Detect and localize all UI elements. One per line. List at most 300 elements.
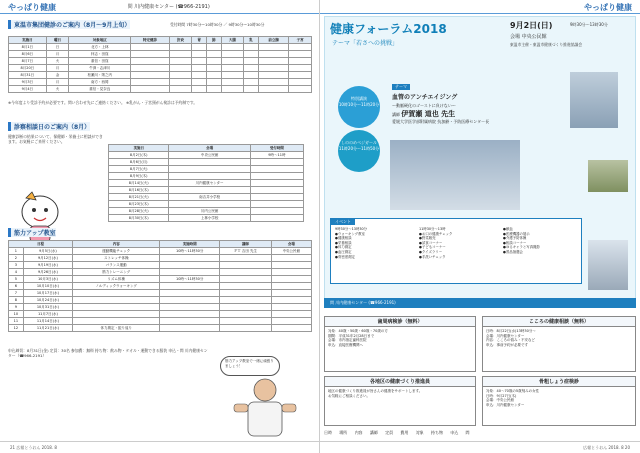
info-box-osteoporosis (482, 376, 636, 426)
table-cell: ストレッチ体操 (73, 255, 160, 262)
table-cell: 拝志・田窪 (69, 51, 131, 58)
table-cell (250, 159, 303, 166)
table-row (9, 318, 312, 325)
info-box-mental-health (482, 316, 636, 372)
table-cell (131, 51, 169, 58)
table-cell: 月 (46, 51, 69, 58)
vegetable-photo (588, 160, 628, 192)
table-cell (221, 86, 244, 93)
box-body: 対象：40〜70歳の5歳刻みの女性 日時：9月27日(木) 会場：中央公民館 申込：川内健康センター (486, 389, 540, 407)
table-cell (271, 311, 311, 318)
table-row (109, 201, 304, 208)
table-cell (220, 325, 272, 332)
table-cell (271, 290, 311, 297)
col-header: 大腸 (221, 37, 244, 44)
legend-item: 定員 (385, 430, 394, 435)
table-cell: 牛渕・志津川 (69, 65, 131, 72)
table-cell (192, 44, 207, 51)
table-cell: 8月7日 (9, 58, 47, 65)
forum-venue: 会場 中央公民館 (510, 34, 547, 40)
table-cell (169, 86, 192, 93)
table-cell: 9月4日 (9, 86, 47, 93)
lecture-info (392, 84, 542, 125)
table-cell: 8 (9, 297, 24, 304)
table-cell (160, 325, 220, 332)
col-header: 乳 (244, 37, 259, 44)
lecturer-label: 講師 (392, 112, 400, 117)
event-list-1: 9時30分〜13時30分 ●ウォーキング教室 ●健康相談 ●栄養相談 ●体力測定 ●血圧測定 ●骨密度測定 (335, 227, 368, 259)
forum-time: 9時30分〜13時30分 (570, 22, 608, 27)
table-cell (192, 51, 207, 58)
table-cell: 8月16日(木) (109, 187, 169, 194)
table-cell: ＰＴ 吉田 先生 (220, 248, 272, 255)
table-row (109, 194, 304, 201)
table-cell (220, 290, 272, 297)
table-cell: バランス運動 (73, 262, 160, 269)
table-cell: 8月7日(火) (109, 166, 169, 173)
table-cell: 4 (9, 269, 24, 276)
table-row (9, 269, 312, 276)
col-header: 内容 (73, 241, 160, 248)
table-cell (250, 201, 303, 208)
table-row (9, 58, 312, 65)
table-cell (258, 51, 288, 58)
table-cell (220, 297, 272, 304)
table-cell: 8月1日 (9, 44, 47, 51)
table-cell: 9月5日(水) (23, 248, 72, 255)
table-cell: 松瀬川・則之内 (69, 72, 131, 79)
event-list-3: ●献血 ●医療機器の展示 ●介護予防体操 ●相談コーナー ●ゆるキャラと写真撮影 ●景品抽選会 (503, 227, 540, 254)
table-cell (258, 65, 288, 72)
table-row (9, 283, 312, 290)
table-cell (160, 297, 220, 304)
col-header: 胃 (192, 37, 207, 44)
brand-title-right: やっぱり健康 (584, 3, 632, 12)
col-header: 対象地区 (69, 37, 131, 44)
table-row (9, 255, 312, 262)
table-cell (220, 276, 272, 283)
table-row (109, 208, 304, 215)
table-cell: 9月26日(水) (23, 269, 72, 276)
table-row (9, 276, 312, 283)
table-cell (244, 86, 259, 93)
trainer-photo (230, 372, 300, 442)
table-cell (192, 65, 207, 72)
checkup-notes: ※今年度より受診予約が必要です。問い合わせ先にご連絡ください。 ※乳がん・子宮頸がん検診は予約制です。 (8, 100, 198, 105)
table-cell (221, 58, 244, 65)
col-header: 実施日 (109, 145, 169, 152)
table-cell (258, 44, 288, 51)
table-cell: 10月3日(水) (23, 276, 72, 283)
legend-item: 対象 (415, 430, 424, 435)
legend-item: 場所 (339, 430, 348, 435)
table-cell (192, 86, 207, 93)
table-cell (169, 159, 250, 166)
table-cell: 10月24日(水) (23, 297, 72, 304)
col-header: 曜日 (46, 37, 69, 44)
table-cell: 11月14日(水) (23, 318, 72, 325)
legend-item: 日時 (324, 430, 332, 435)
table-cell: 金 (46, 72, 69, 79)
table-cell (271, 297, 311, 304)
table-cell (250, 194, 303, 201)
table-cell (221, 65, 244, 72)
col-header: 前立腺 (258, 37, 288, 44)
col-header: 子宮 (289, 37, 312, 44)
table-row (9, 72, 312, 79)
event-heading: イベント (331, 219, 355, 225)
right-footer (320, 441, 640, 453)
legend-item: 内容 (354, 430, 363, 435)
table-row (109, 187, 304, 194)
table-cell (244, 58, 259, 65)
table-cell (258, 79, 288, 86)
table-cell: 10月31日(水) (23, 304, 72, 311)
table-cell (250, 166, 303, 173)
table-cell: 重信・見奈良 (69, 86, 131, 93)
table-cell (271, 283, 311, 290)
table-cell (271, 255, 311, 262)
table-cell: 8月23日(木) (109, 201, 169, 208)
table-row (109, 152, 304, 159)
table-cell (160, 269, 220, 276)
table-row (109, 173, 304, 180)
col-header: 講師 (220, 241, 272, 248)
table-row (9, 304, 312, 311)
table-cell (289, 86, 312, 93)
legend-item: 問 (465, 430, 470, 435)
table-row (9, 44, 312, 51)
checkup-hours: 受付時間 7時30分〜10時30分 ／ 9時30分〜10時30分 (170, 22, 265, 27)
table-cell: 9月3日 (9, 79, 47, 86)
table-cell: 10 (9, 311, 24, 318)
table-cell: リズム体操 (73, 276, 160, 283)
table-cell (169, 44, 192, 51)
table-row (109, 180, 304, 187)
left-header (0, 0, 319, 14)
col-header: 受付時間 (250, 145, 303, 152)
box-body: 地区の健康づくり推進員が皆さんの健康をサポートします。 お気軽にご相談ください。 (328, 389, 423, 398)
muscle-class-table (8, 240, 312, 332)
col-header: 肝炎 (169, 37, 192, 44)
table-cell (169, 173, 250, 180)
table-cell: 8月21日(火) (109, 194, 169, 201)
special-lecture-time: 10時10分〜11時20分 (338, 102, 380, 107)
staff-photo (588, 240, 628, 290)
col-header: 肺 (206, 37, 221, 44)
table-cell (169, 201, 250, 208)
table-cell: 10時〜11時30分 (160, 276, 220, 283)
page-number-left: 21 広報とうおん 2018. 8 (10, 445, 57, 450)
table-row (9, 297, 312, 304)
special-lecture-label: 特別講演 (351, 96, 367, 101)
table-header-row (109, 145, 304, 152)
header-contact: 問 川内健康センター (☎966-2191) (127, 4, 210, 10)
table-cell (271, 262, 311, 269)
table-cell: 重信・田窪 (69, 58, 131, 65)
table-cell (250, 208, 303, 215)
table-cell (169, 51, 192, 58)
table-cell (160, 290, 220, 297)
table-cell (250, 187, 303, 194)
table-row (9, 248, 312, 255)
brand-title-left: やっぱり健康 (8, 3, 56, 12)
lecturer-affiliation: 愛媛大学医学部附属病院 抗加齢・予防医療センター長 (392, 119, 490, 124)
table-cell: 体力測定・振り返り (73, 325, 160, 332)
table-cell: 南方・西岡 (69, 79, 131, 86)
table-cell: 日 (46, 44, 69, 51)
table-cell (131, 72, 169, 79)
table-cell (271, 269, 311, 276)
table-cell: 2 (9, 255, 24, 262)
table-cell: 10時〜11時30分 (160, 248, 220, 255)
table-cell (192, 72, 207, 79)
table-cell: 10月10日(水) (23, 283, 72, 290)
col-header: 実施時間 (160, 241, 220, 248)
table-cell (244, 51, 259, 58)
table-cell: 5 (9, 276, 24, 283)
forum-organizer: 東温市主催・東温市健康づくり推進協議会 (510, 42, 583, 47)
legend-item: 費用 (400, 430, 409, 435)
table-cell: 11月7日(水) (23, 311, 72, 318)
muscle-class-notes: 申込締切：8月31日(金) 定員：30名 参加費：無料 持ち物：飲み物・タオル・運動できる服装 申込・問 川内健康センター（☎966-2191） (8, 348, 208, 358)
section-title-consultation: 診察相談日のご案内（8月） (8, 122, 90, 131)
col-header: 実施日 (9, 37, 47, 44)
table-cell: 8月14日(火) (109, 180, 169, 187)
table-cell (220, 318, 272, 325)
table-header-row (9, 241, 312, 248)
table-cell: 9時〜11時 (250, 152, 303, 159)
col-header: 日程 (9, 241, 73, 248)
table-cell (244, 72, 259, 79)
guest-label: しののめベジガール (341, 140, 377, 145)
box-title: こころの健康相談（無料） (483, 317, 635, 327)
table-cell (289, 79, 312, 86)
speech-bubble: 筋力アップ教室で一緒に頑張りましょう！ (220, 356, 280, 376)
table-cell (250, 215, 303, 222)
legend-item: 講師 (369, 430, 378, 435)
table-cell (258, 72, 288, 79)
table-row (9, 325, 312, 332)
right-header (320, 0, 640, 14)
table-cell: 火 (46, 86, 69, 93)
table-cell (206, 65, 221, 72)
table-cell: 8月9日(木) (109, 173, 169, 180)
table-cell: 9月12日(水) (23, 255, 72, 262)
table-cell: 運動機能チェック (73, 248, 160, 255)
table-cell (206, 86, 221, 93)
table-cell (271, 276, 311, 283)
table-cell: 8月2日(木) (109, 152, 169, 159)
consultation-text: 健康診断の結果について、保健師・栄養士に相談ができます。お気軽にご来所ください。 (8, 134, 103, 144)
table-cell: 北方・上林 (69, 44, 131, 51)
table-cell: 11月21日(水) (23, 325, 72, 332)
table-cell: 川内健康センター (169, 180, 250, 187)
table-row (9, 311, 312, 318)
lecture-subtitle: 〜動脈硬化のゴーストに負けない〜 (392, 103, 456, 108)
table-cell: 上林小学校 (169, 215, 250, 222)
table-cell: 3 (9, 262, 24, 269)
info-box-dental (324, 316, 476, 372)
right-page (320, 0, 640, 453)
table-row (109, 166, 304, 173)
table-row (9, 290, 312, 297)
table-cell: 8月6日 (9, 51, 47, 58)
table-cell: 1 (9, 248, 24, 255)
table-cell (289, 72, 312, 79)
table-cell (131, 86, 169, 93)
table-cell (160, 318, 220, 325)
table-cell (220, 311, 272, 318)
table-cell (221, 72, 244, 79)
guest-badge (338, 130, 380, 172)
table-cell (169, 166, 250, 173)
page-number-right: 広報とうおん 2018. 8 20 (583, 445, 630, 450)
table-row (9, 262, 312, 269)
guest-time: 11時20分〜11時50分 (338, 146, 380, 151)
box-body: 対象：40歳・50歳・60歳・70歳の方 期間：平成31年2月28日まで 会場：市内指定歯科医院 申込：直接医療機関へ (328, 329, 388, 347)
left-footer (0, 441, 319, 453)
table-row (109, 159, 304, 166)
table-cell: 8月20日 (9, 65, 47, 72)
table-cell (192, 58, 207, 65)
table-cell: 月 (46, 65, 69, 72)
table-cell: 8月6日(月) (109, 159, 169, 166)
info-box-promoters (324, 376, 476, 426)
table-cell: 9 (9, 304, 24, 311)
table-cell (169, 79, 192, 86)
table-cell (206, 51, 221, 58)
table-cell (192, 79, 207, 86)
table-cell (250, 173, 303, 180)
box-title: 各地区の健康づくり推進員 (325, 377, 475, 387)
table-cell (160, 311, 220, 318)
table-row (9, 65, 312, 72)
table-cell (73, 290, 160, 297)
table-cell (289, 58, 312, 65)
table-cell (271, 325, 311, 332)
table-cell (169, 187, 250, 194)
table-cell (220, 255, 272, 262)
event-list-2: 11時30分〜13時 ●お口の健康チェック ●野菜販売 ●試食コーナー ●子どもコーナー ●クイズラリー ●手洗いチェック (419, 227, 453, 259)
table-cell: 南吉井小学校 (169, 194, 250, 201)
col-header: 特定健診 (131, 37, 169, 44)
group-photo (390, 140, 520, 210)
table-cell (271, 318, 311, 325)
lecturer-photo (570, 72, 618, 128)
table-header-row (9, 37, 312, 44)
table-cell (131, 65, 169, 72)
table-cell: 7 (9, 290, 24, 297)
table-cell (169, 65, 192, 72)
box-body: 日時：8月22日(水)13時30分〜 会場：川内健康センター 内容：こころの悩み・不安など 申込：事前予約が必要です (486, 329, 536, 347)
table-cell (160, 262, 220, 269)
section-title-muscle-class: 筋力アップ教室 (8, 228, 56, 237)
table-cell (220, 283, 272, 290)
lecturer-name: 伊賀瀬 道也 先生 (401, 110, 456, 118)
table-cell: 8月28日(火) (109, 208, 169, 215)
section-title-health-checkup: 東温市集団健診のご案内（8月〜9月上旬） (8, 20, 130, 29)
table-cell: 川内公民館 (169, 208, 250, 215)
forum-date: 9月2日(日) (510, 21, 553, 30)
lecture-title: 血管のアンチエイジング (392, 94, 458, 101)
table-cell (250, 180, 303, 187)
table-cell: 8月30日(木) (109, 215, 169, 222)
box-title: 歯周病検診（無料） (325, 317, 475, 327)
table-cell: 火 (46, 58, 69, 65)
table-row (9, 51, 312, 58)
special-lecture-badge (338, 86, 380, 128)
checkup-table (8, 36, 312, 93)
table-cell (206, 44, 221, 51)
table-cell: 12 (9, 325, 24, 332)
legend-item: 持ち物 (430, 430, 443, 435)
table-cell (73, 297, 160, 304)
table-cell (220, 269, 272, 276)
legend-item: 申込 (450, 430, 459, 435)
forum-title: 健康フォーラム2018 (330, 22, 447, 36)
table-cell (206, 58, 221, 65)
event-box (330, 218, 582, 284)
consultation-table (108, 144, 304, 222)
table-cell (221, 51, 244, 58)
table-cell (244, 79, 259, 86)
table-cell: 6 (9, 283, 24, 290)
table-cell: 筋力トレーニング (73, 269, 160, 276)
box-title: 骨粗しょう症検診 (483, 377, 635, 387)
table-cell (206, 72, 221, 79)
table-cell (220, 262, 272, 269)
table-cell (258, 58, 288, 65)
table-cell: 月 (46, 79, 69, 86)
table-cell: 9月19日(水) (23, 262, 72, 269)
table-cell (220, 304, 272, 311)
table-cell (131, 58, 169, 65)
table-cell: ノルディックウォーキング (73, 283, 160, 290)
lecture-tag: テーマ (392, 84, 410, 90)
table-cell: 中央公民館 (169, 152, 250, 159)
table-cell (131, 44, 169, 51)
table-cell (206, 79, 221, 86)
forum-contact: 問 川内健康センター (☎966-2191) (324, 298, 636, 308)
table-cell (221, 44, 244, 51)
table-cell (289, 51, 312, 58)
table-cell: 11 (9, 318, 24, 325)
table-row (9, 86, 312, 93)
table-cell: 中央公民館 (271, 248, 311, 255)
table-cell (271, 304, 311, 311)
table-cell (73, 304, 160, 311)
table-cell (160, 304, 220, 311)
icon-legend (324, 430, 636, 440)
table-cell: 8月31日 (9, 72, 47, 79)
col-header: 会場 (271, 241, 311, 248)
table-cell (169, 58, 192, 65)
table-cell (289, 65, 312, 72)
table-cell (289, 44, 312, 51)
table-cell (73, 318, 160, 325)
table-cell (160, 255, 220, 262)
table-cell (244, 65, 259, 72)
table-cell (160, 283, 220, 290)
table-cell (169, 72, 192, 79)
table-row (109, 215, 304, 222)
forum-theme: テーマ「若さへの挑戦」 (332, 40, 399, 47)
table-cell (221, 79, 244, 86)
col-header: 会場 (169, 145, 250, 152)
table-row (9, 79, 312, 86)
table-cell (73, 311, 160, 318)
